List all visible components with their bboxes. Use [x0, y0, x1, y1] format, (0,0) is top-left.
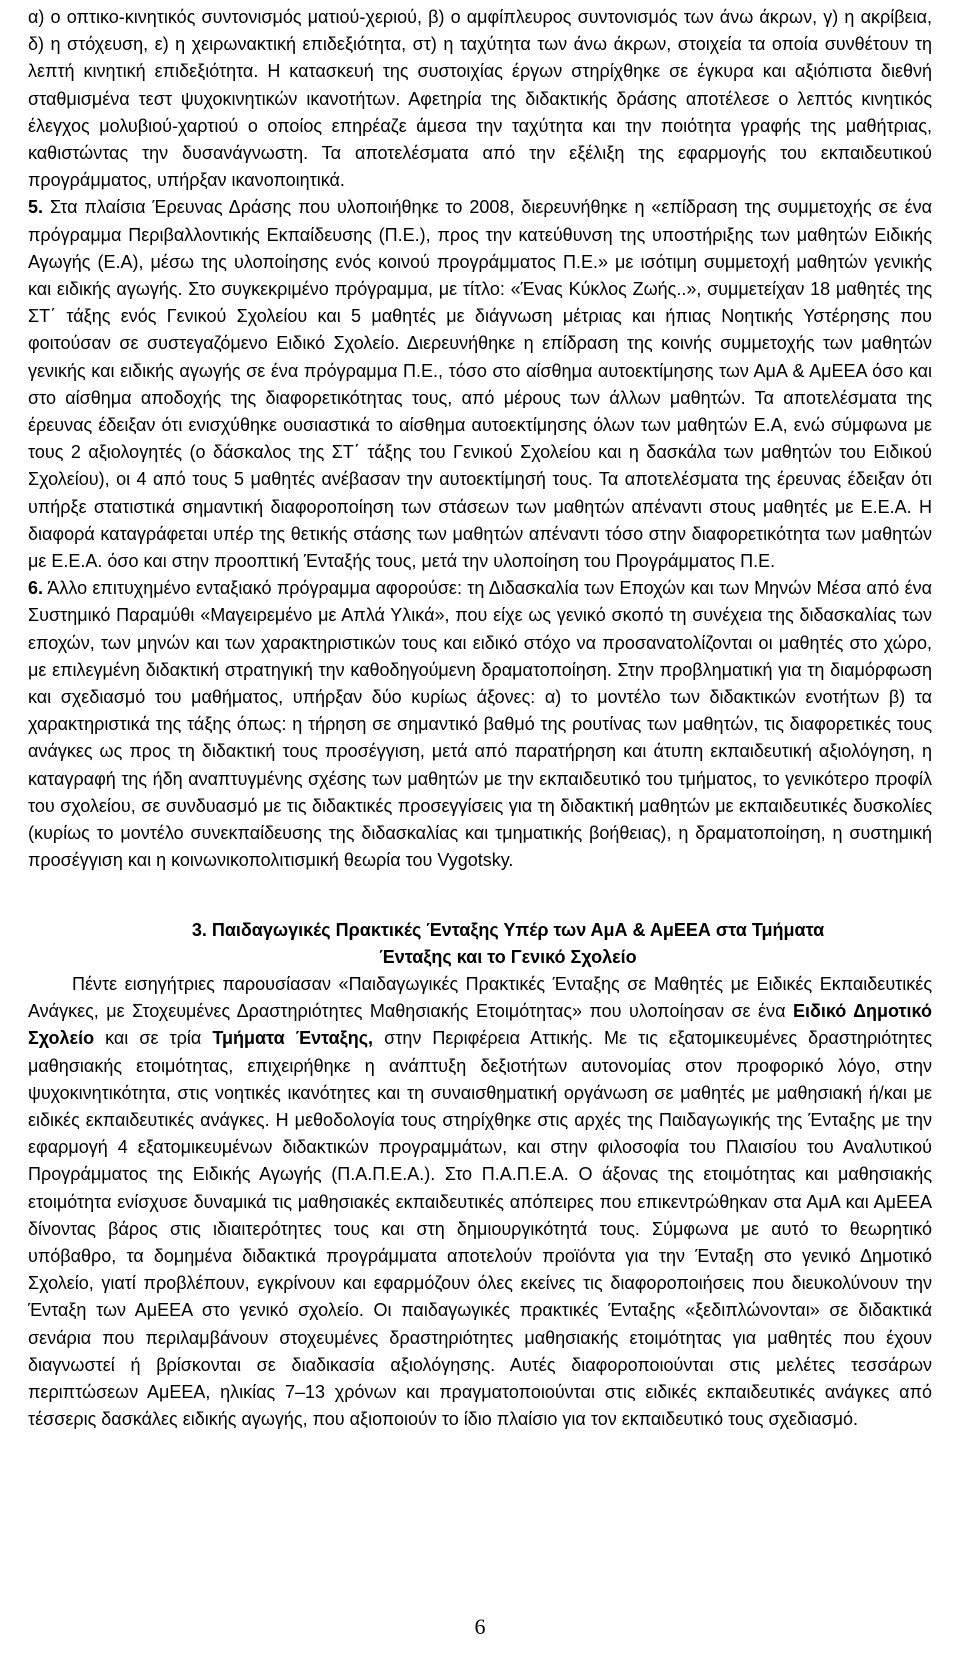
- item-5-number: 5.: [28, 197, 44, 218]
- section-heading-line-1: 3. Παιδαγωγικές Πρακτικές Ένταξης Υπέρ των ΑμΑ & ΑμΕΕΑ στα Τμήματα: [191, 919, 825, 940]
- document-page: [28, 4, 932, 1433]
- item-6-text: Άλλο επιτυχημένο ενταξιακό πρόγραμμα αφορούσε: τη Διδασκαλία των Εποχών και των Μηνών Μέσα από ένα Συστημικό Παραμύθι «Μαγειρεμένο με Απλά Υλικά», που είχε ως γενικό σκοπό τη συνέχεια της διδασκαλίας των εποχών, των μηνών και των χαρακτηριστικών τους και ειδικό στόχο να προσανατολίζονται οι μαθητές στο χώρο, με επιλεγμένη διδακτική στρατηγική την καθοδηγούμενη δραματοποίηση. Στην προβληματική για τη διαμόρφωση και σχεδιασμό του μαθήματος, υπήρξαν δύο κυρίως άξονες: α) το μοντέλο των διδακτικών ενοτήτων β) τα χαρακτηριστικά της τάξης όπως: η τήρηση σε σημαντικό βαθμό της ρουτίνας των μαθητών, τις διαφορετικές τους ανάγκες ως προς τη διδακτική τους προσέγγιση, μετά από παρατήρηση και άτυπη εκπαιδευτική αξιολόγηση, η καταγραφή της ήδη αναπτυγμένης σχέσης των μαθητών με την εκπαιδευτικό του τμήματος, το γενικότερο προφίλ του σχολείου, σε συνδυασμό με τις διδακτικές προσεγγίσεις για τη διδακτική μαθητών με εκπαιδευτικές δυσκολίες (κυρίως το μοντέλο συνεκπαίδευσης της διδασκαλίας και τμηματικής βοήθειας), η δραματοποίηση, η συστημική προσέγγιση και η κοινωνικοπολιτισμική θεωρία του Vygotsky.: [28, 578, 932, 871]
- section-heading: [28, 917, 932, 971]
- section-3-text-c: στην Περιφέρεια Αττικής. Με τις εξατομικευμένες δραστηριότητες μαθησιακής ετοιμότητας, επιχειρήθηκε η ανάπτυξη δεξιοτήτων αυτονομίας στον προφορικό λόγο, στην ψυχοκινητικότητα, στις νοητικές ικανότητες και τη συναισθηματική οργάνωση σε μαθητές με μαθησιακή ή/και με ειδικές εκπαιδευτικές ανάγκες. Η μεθοδολογία τους στηρίχθηκε στις αρχές της Παιδαγωγικής της Ένταξης με την εφαρμογή 4 εξατομικευμένων διδακτικών προγραμμάτων, και στην φιλοσοφία του Πλαισίου του Αναλυτικού Προγράμματος της Ειδικής Αγωγής (Π.Α.Π.Ε.Α.). Στο Π.Α.Π.Ε.Α. Ο άξονας της ετοιμότητας και μαθησιακής ετοιμότητα ενίσχυσε δυναμικά τις μαθησιακές εκπαιδευτικές απόπειρες που επικεντρώθηκαν στα ΑμΑ και ΑμΕΕΑ δίνοντας βάρος στις ιδιαιτερότητες τους και στη δημιουργικότητά τους. Σύμφωνα με αυτό το θεωρητικό υπόβαθρο, τα δομημένα διδακτικά προγράμματα αποτελούν προϊόντα για την Ένταξη στο γενικό Δημοτικό Σχολείο, γιατί προβλέπουν, εγκρίνουν και εφαρμόζουν όλες εκείνες τις διαφοροποιήσεις που διευκολύνουν την Ένταξη των ΑμΕΕΑ στο γενικό σχολείο. Οι παιδαγωγικές πρακτικές Ένταξης «ξεδιπλώνονται» σε διδακτικά σενάρια που περιλαμβάνουν στοχευμένες δραστηριότητες μαθησιακής ετοιμότητας για μαθητές που έχουν διαγνωστεί ή βρίσκονται σε διαδικασία αξιολόγησης. Αυτές διαφοροποιούνται στις μελέτες τεσσάρων περιπτώσεων ΑμΕΕΑ, ηλικίας 7–13 χρόνων και πραγματοποιούνται στις ειδικές εκπαιδευτικές ανάγκες από τέσσερις δασκάλες ειδικής αγωγής, που αξιοποιούν το ίδιο πλαίσιο για τον εκπαιδευτικό τους σχεδιασμό.: [28, 1028, 932, 1430]
- section-heading-line-2: Ένταξης και το Γενικό Σχολείο: [379, 946, 637, 967]
- section-3-bold-a: Ειδικό Δημοτικό Σχολείο: [28, 1001, 932, 1049]
- section-3-text-b: και σε τρία: [94, 1028, 213, 1049]
- page-number: 6: [474, 1614, 486, 1639]
- paragraph-item-6: [28, 575, 932, 874]
- section-3-text-a: Πέντε εισηγήτριες παρουσίασαν «Παιδαγωγικές Πρακτικές Ένταξης σε Μαθητές με Ειδικές Εκπαιδευτικές Ανάγκες, με Στοχευμένες Δραστηριότητες Μαθησιακής Ετοιμότητας» που υλοποίησαν σε ένα: [28, 973, 932, 1022]
- item-6-number: 6.: [28, 578, 44, 599]
- item-5-text: Στα πλαίσια Έρευνας Δράσης που υλοποιήθηκε το 2008, διερευνήθηκε η «επίδραση της συμμετοχής σε ένα πρόγραμμα Περιβαλλοντικής Εκπαίδευσης (Π.Ε.), προς την κατεύθυνση της υποστήριξης των μαθητών Ειδικής Αγωγής (Ε.Α), μέσω της υλοποίησης ενός κοινού προγράμματος Π.Ε.» με ισότιμη συμμετοχή μαθητών γενικής και ειδικής αγωγής. Στο συγκεκριμένο πρόγραμμα, με τίτλο: «Ένας Κύκλος Ζωής..», συμμετείχαν 18 μαθητές της ΣΤ΄ τάξης ενός Γενικού Σχολείου και 5 μαθητές με διάγνωση μέτριας και ήπιας Νοητικής Υστέρησης που φοιτούσαν σε συστεγαζόμενο Ειδικό Σχολείο. Διερευνήθηκε η επίδραση της κοινής συμμετοχής των μαθητών γενικής και ειδικής αγωγής σε ένα πρόγραμμα Π.Ε., τόσο στο αίσθημα αυτοεκτίμησης των ΑμΑ & ΑμΕΕΑ όσο και στο αίσθημα αποδοχής της διαφορετικότητας τους, από μέρους των άλλων μαθητών. Τα αποτελέσματα της έρευνας έδειξαν ότι ενισχύθηκε ουσιαστικά το αίσθημα αυτοεκτίμησης όλων των μαθητών Ε.Α, ενώ σύμφωνα με τους 2 αξιολογητές (ο δάσκαλος της ΣΤ΄ τάξης του Γενικού Σχολείου και η δασκάλα των μαθητών του Ειδικού Σχολείου), οι 4 από τους 5 μαθητές ανέβασαν την αυτοεκτίμησή τους. Τα αποτελέσματα της έρευνας έδειξαν ότι υπήρξε στατιστικά σημαντική διαφοροποίηση των στάσεων των μαθητών απέναντι στους μαθητές με Ε.Ε.Α. Η διαφορά καταγράφεται υπέρ της θετικής στάσης των μαθητών απέναντι τόσο στην διαφορετικότητα των μαθητών με Ε.Ε.Α. όσο και στην προοπτική Ένταξής τους, μετά την υλοποίηση του Προγράμματος Π.Ε.: [28, 197, 932, 572]
- paragraph-continuation: α) ο οπτικο-κινητικός συντονισμός ματιού-χεριού, β) ο αμφίπλευρος συντονισμός των άνω άκρων, γ) η ακρίβεια, δ) η στόχευση, ε) η χειρωνακτική επιδεξιότητα, στ) η ταχύτητα των άνω άκρων, στοιχεία τα οποία συνθέτουν τη λεπτή κινητική επιδεξιότητα. Η κατασκευή της συστοιχίας έργων στηρίχθηκε σε έγκυρα και αξιόπιστα διεθνή σταθμισμένα τεστ ψυχοκινητικών ικανοτήτων. Αφετηρία της διδακτικής δράσης αποτέλεσε ο λεπτός κινητικός έλεγχος μολυβιού-χαρτιού ο οποίος επηρέαζε άμεσα την ταχύτητα και την ποιότητα γραφής της μαθήτριας, καθιστώντας την δυσανάγνωστη. Τα αποτελέσματα από την εξέλιξη της εφαρμογής του εκπαιδευτικού προγράμματος, υπήρξαν ικανοποιητικά.: [28, 7, 932, 191]
- paragraph-item-5: [28, 194, 932, 575]
- paragraph-section-3: [28, 971, 932, 1433]
- section-3-bold-b: Τμήματα Ένταξης,: [212, 1028, 374, 1049]
